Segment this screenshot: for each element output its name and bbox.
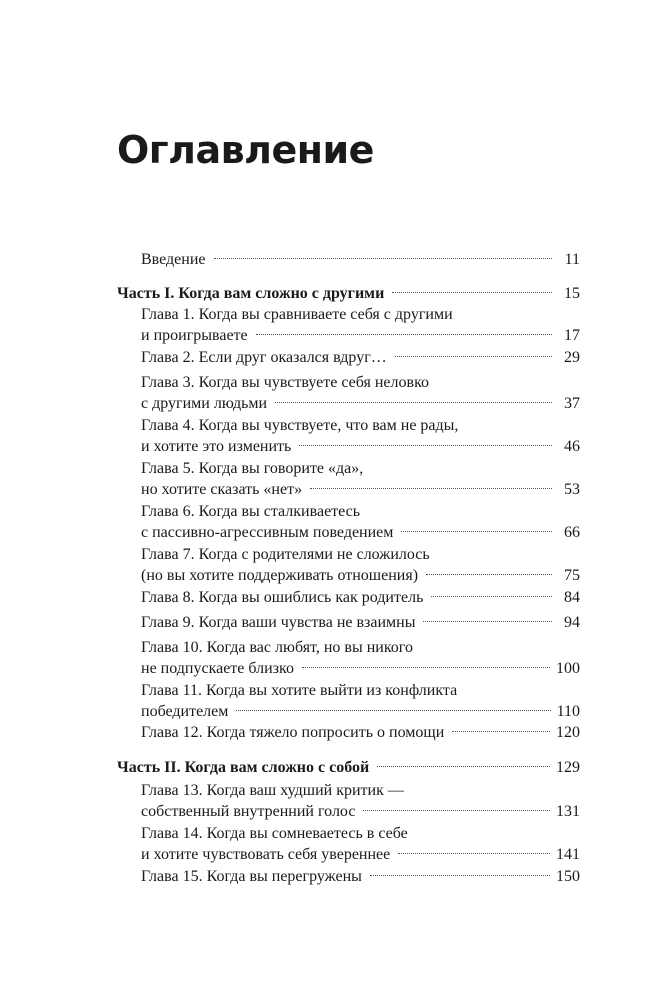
toc-chapter-10 [141, 637, 580, 679]
toc-chapter-12 [141, 722, 580, 743]
toc-entry-text: Глава 1. Когда вы сравниваете себя с другими [141, 306, 453, 323]
dot-leader [401, 531, 552, 532]
toc-chapter-3 [141, 372, 580, 414]
toc-page-number: 131 [556, 803, 580, 820]
dot-leader [363, 810, 550, 811]
toc-entry-introduction [141, 249, 580, 270]
dot-leader [426, 574, 552, 575]
toc-chapter-13 [141, 780, 580, 822]
toc-part-title: Часть II. Когда вам сложно с собой [117, 759, 370, 776]
dot-leader [236, 710, 550, 711]
toc-entry-text: Глава 11. Когда вы хотите выйти из конфликта [141, 682, 458, 699]
toc-entry-text: с пассивно-агрессивным поведением [141, 524, 394, 541]
toc-page-number: 110 [556, 703, 580, 720]
dot-leader [392, 292, 552, 293]
toc-entry-text: Глава 13. Когда ваш худший критик — [141, 782, 404, 799]
toc-page-number: 66 [564, 524, 580, 541]
toc-page-number: 120 [556, 724, 580, 741]
toc-page-number: 100 [556, 660, 580, 677]
toc-entry-text: Глава 15. Когда вы перегружены [141, 868, 362, 885]
dot-leader [377, 766, 550, 767]
dot-leader [452, 731, 550, 732]
toc-entry-text: но хотите сказать «нет» [141, 481, 303, 498]
toc-chapter-9 [141, 612, 580, 633]
dot-leader [398, 853, 550, 854]
toc-entry-text: собственный внутренний голос [141, 803, 356, 820]
toc-part-1 [117, 283, 580, 304]
toc-part-2 [117, 757, 580, 778]
toc-entry-text: Глава 4. Когда вы чувствуете, что вам не рады, [141, 417, 459, 434]
toc-chapter-7 [141, 544, 580, 586]
toc-page-number: 150 [556, 868, 580, 885]
toc-chapter-2 [141, 347, 580, 368]
dot-leader [395, 356, 552, 357]
toc-page-number: 94 [564, 614, 580, 631]
toc-page-number: 17 [564, 327, 580, 344]
toc-entry-text: Глава 2. Если друг оказался вдруг… [141, 349, 387, 366]
toc-chapter-11 [141, 680, 580, 722]
toc-page-number: 15 [564, 285, 580, 302]
dot-leader [423, 621, 552, 622]
toc-entry-text: Введение [141, 251, 206, 268]
dot-leader [299, 445, 552, 446]
dot-leader [431, 596, 552, 597]
toc-chapter-14 [141, 823, 580, 865]
toc-page-number: 84 [564, 589, 580, 606]
toc-entry-text: Глава 7. Когда с родителями не сложилось [141, 546, 430, 563]
toc-page-number: 46 [564, 438, 580, 455]
toc-entry-text: Глава 10. Когда вас любят, но вы никого [141, 639, 413, 656]
toc-page-number: 29 [564, 349, 580, 366]
page-title: Оглавление [117, 128, 374, 172]
toc-entry-text: Глава 14. Когда вы сомневаетесь в себе [141, 825, 408, 842]
toc-entry-text: Глава 8. Когда вы ошиблись как родитель [141, 589, 424, 606]
toc-page-number: 75 [564, 567, 580, 584]
toc-entry-text: Глава 9. Когда ваши чувства не взаимны [141, 614, 416, 631]
dot-leader [370, 875, 550, 876]
toc-page-number: 11 [564, 251, 580, 268]
toc-chapter-4 [141, 415, 580, 457]
toc-chapter-8 [141, 587, 580, 608]
toc-entry-text: Глава 6. Когда вы сталкиваетесь [141, 503, 361, 520]
toc-entry-text: и хотите чувствовать себя увереннее [141, 846, 391, 863]
dot-leader [275, 402, 552, 403]
dot-leader [256, 334, 552, 335]
toc-entry-text: с другими людьми [141, 395, 268, 412]
toc-page-number: 37 [564, 395, 580, 412]
toc-chapter-1 [141, 304, 580, 346]
toc-part-title: Часть I. Когда вам сложно с другими [117, 285, 385, 302]
toc-entry-text: Глава 5. Когда вы говорите «да», [141, 460, 364, 477]
toc-entry-text: (но вы хотите поддерживать отношения) [141, 567, 419, 584]
toc-page-number: 141 [556, 846, 580, 863]
dot-leader [310, 488, 552, 489]
toc-page-number: 129 [556, 759, 580, 776]
toc-entry-text: не подпускаете близко [141, 660, 294, 677]
toc-entry-text: и проигрываете [141, 327, 248, 344]
toc-entry-text: победителем [141, 703, 229, 720]
toc-page-number: 53 [564, 481, 580, 498]
toc-entry-text: Глава 3. Когда вы чувствуете себя неловко [141, 374, 430, 391]
dot-leader [214, 258, 553, 259]
dot-leader [302, 667, 550, 668]
toc-chapter-5 [141, 458, 580, 500]
toc-chapter-6 [141, 501, 580, 543]
toc-chapter-15 [141, 866, 580, 887]
toc-entry-text: Глава 12. Когда тяжело попросить о помощи [141, 724, 445, 741]
toc-entry-text: и хотите это изменить [141, 438, 292, 455]
